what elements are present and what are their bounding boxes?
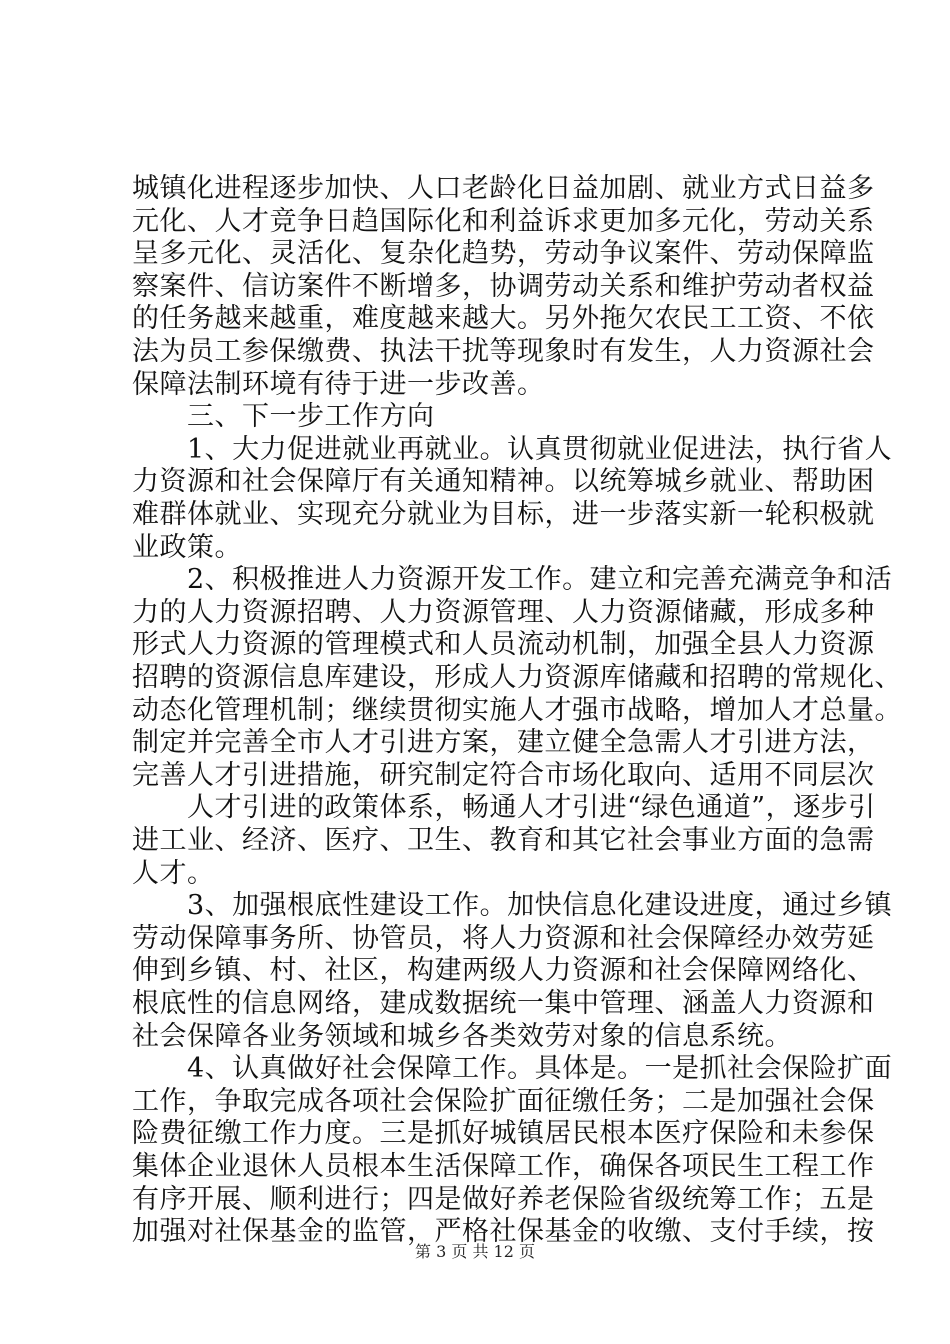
text-line: 保障法制环境有待于进一步改善。 <box>132 369 545 400</box>
text-line: 社会保障各业务领域和城乡各类效劳对象的信息系统。 <box>132 1021 792 1052</box>
text-line: 元化、人才竞争日趋国际化和利益诉求更加多元化，劳动关系 <box>132 206 875 237</box>
text-line: 根底性的信息网络，建成数据统一集中管理、涵盖人力资源和 <box>132 988 875 1019</box>
text-line: 法为员工参保缴费、执法干扰等现象时有发生，人力资源社会 <box>132 336 875 367</box>
text-line: 集体企业退休人员根本生活保障工作，确保各项民生工程工作 <box>132 1151 875 1182</box>
text-line: 3、加强根底性建设工作。加快信息化建设进度，通过乡镇 <box>132 890 893 921</box>
text-line: 招聘的资源信息库建设，形成人力资源库储藏和招聘的常规化、 <box>132 662 902 693</box>
text-line: 的任务越来越重，难度越来越大。另外拖欠农民工工资、不依 <box>132 303 875 334</box>
text-line: 劳动保障事务所、协管员，将人力资源和社会保障经办效劳延 <box>132 923 875 954</box>
text-line: 动态化管理机制；继续贯彻实施人才强市战略，增加人才总量。 <box>132 695 902 726</box>
text-line: 力资源和社会保障厅有关通知精神。以统筹城乡就业、帮助困 <box>132 466 875 497</box>
text-line: 业政策。 <box>132 532 242 563</box>
text-line: 1、大力促进就业再就业。认真贯彻就业促进法，执行省人 <box>132 434 893 465</box>
page-footer: 第 3 页 共 12 页 <box>415 1242 535 1261</box>
text-line: 工作，争取完成各项社会保险扩面征缴任务；二是加强社会保 <box>132 1086 875 1117</box>
text-line: 难群体就业、实现充分就业为目标，进一步落实新一轮积极就 <box>132 499 875 530</box>
text-line: 察案件、信访案件不断增多，协调劳动关系和维护劳动者权益 <box>132 271 875 302</box>
text-line: 三、下一步工作方向 <box>132 401 435 432</box>
text-line: 完善人才引进措施，研究制定符合市场化取向、适用不同层次 <box>132 760 875 791</box>
text-line: 制定并完善全市人才引进方案，建立健全急需人才引进方法， <box>132 727 875 758</box>
text-line: 力的人力资源招聘、人力资源管理、人力资源储藏，形成多种 <box>132 597 875 628</box>
text-line: 4、认真做好社会保障工作。具体是。一是抓社会保险扩面 <box>132 1053 893 1084</box>
text-line: 险费征缴工作力度。三是抓好城镇居民根本医疗保险和未参保 <box>132 1118 875 1149</box>
text-line: 形式人力资源的管理模式和人员流动机制，加强全县人力资源 <box>132 629 875 660</box>
text-line: 伸到乡镇、村、社区，构建两级人力资源和社会保障网络化、 <box>132 955 875 986</box>
text-line: 有序开展、顺利进行；四是做好养老保险省级统筹工作；五是 <box>132 1184 875 1215</box>
text-line: 加强对社保基金的监管，严格社保基金的收缴、支付手续，按 <box>132 1216 875 1247</box>
text-line: 人才。 <box>132 858 215 889</box>
text-line: 2、积极推进人力资源开发工作。建立和完善充满竞争和活 <box>132 564 893 595</box>
text-line: 进工业、经济、医疗、卫生、教育和其它社会事业方面的急需 <box>132 825 875 856</box>
text-line: 城镇化进程逐步加快、人口老龄化日益加剧、就业方式日益多 <box>132 173 875 204</box>
text-line: 人才引进的政策体系，畅通人才引进“绿色通道”，逐步引 <box>132 792 876 823</box>
text-line: 呈多元化、灵活化、复杂化趋势，劳动争议案件、劳动保障监 <box>132 238 875 269</box>
